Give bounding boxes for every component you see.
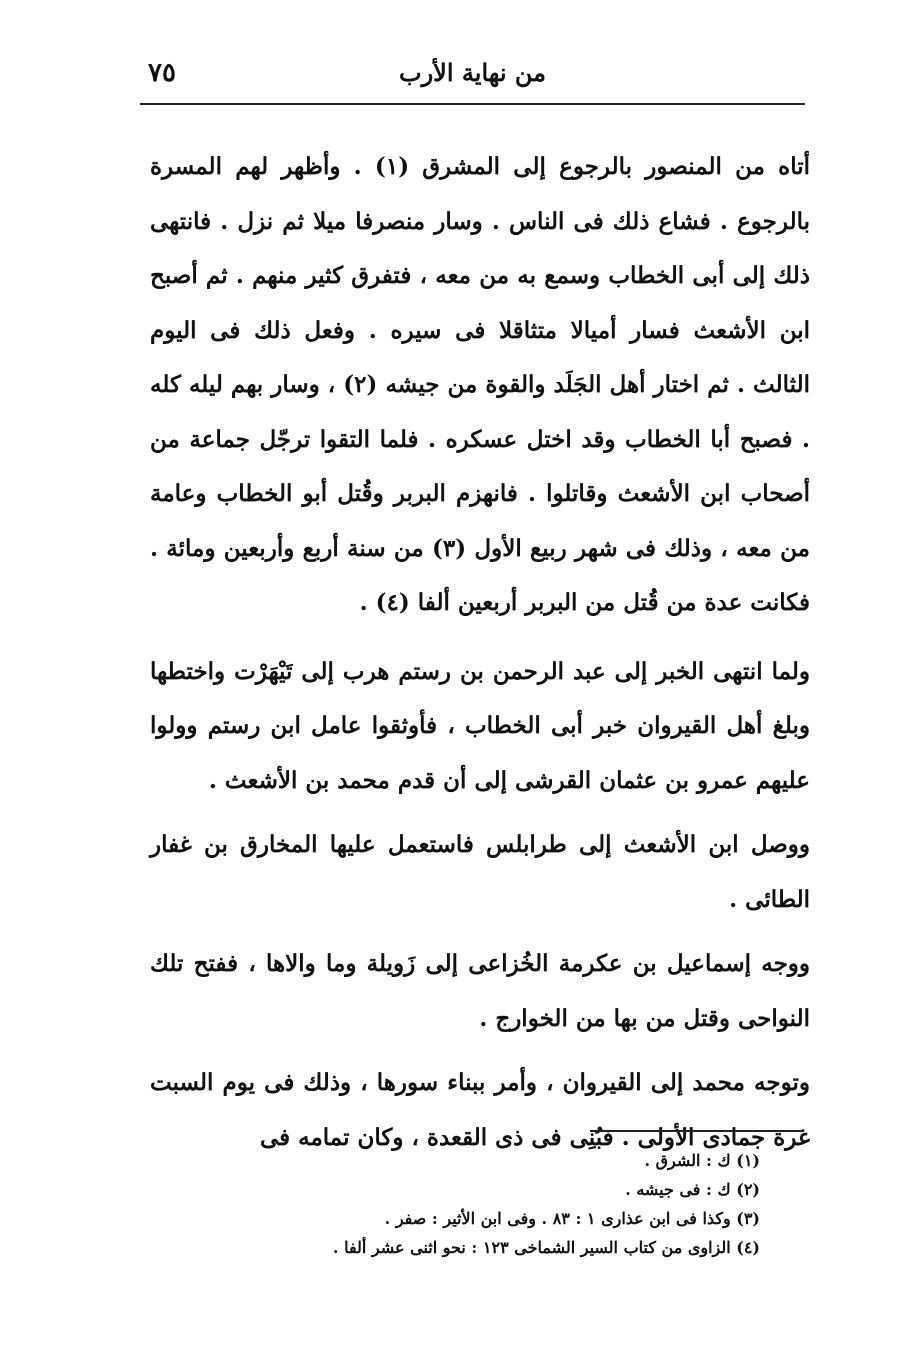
- paragraph: ووجه إسماعيل بن عكرمة الخُزاعى إلى زَويلة وما والاها ، ففتح تلك النواحى وقتل من بها من الخوارج .: [150, 950, 810, 1032]
- paragraph: ولما انتهى الخبر إلى عبد الرحمن بن رستم هرب إلى تَيْهَرْت واختطها وبلغ أهل القيروان خبر أبى الخطاب ، فأوثقوا عامل ابن رستم وولوا عليهم عمرو بن عثمان القرشى إلى أن قدم محمد بن الأشعث .: [150, 657, 810, 794]
- running-title: من نهاية الأرب: [399, 58, 546, 87]
- main-text: [150, 140, 810, 1175]
- footnotes: [240, 1146, 760, 1262]
- page-number: ٧٥: [148, 58, 176, 88]
- paragraph: أتاه من المنصور بالرجوع إلى المشرق (١) . وأظهر لهم المسرة بالرجوع . فشاع ذلك فى الناس . وسار منصرفا ميلا ثم نزل . فانتهى ذلك إلى أبى الخطاب وسمع به من معه ، فتفرق كثير منهم . ثم أصبح ابن الأشعث فسار أميالا متثاقلا فى سيره . وفعل ذلك فى اليوم الثالث . ثم اختار أهل الجَلَد والقوة من جيشه (٢) ، وسار بهم ليله كله . فصبح أبا الخطاب وقد اختل عسكره . فلما التقوا ترجّل جماعة من أصحاب ابن الأشعث وقاتلوا . فانهزم البربر وقُتل أبو الخطاب وعامة من معه ، وذلك فى شهر ربيع الأول (٣) من سنة أربع وأربعين ومائة . فكانت عدة من قُتل من البربر أربعين ألفا (٤) .: [150, 153, 811, 616]
- footnote: (٢) ك : فى جيشه .: [625, 1180, 760, 1199]
- footnote-rule: [590, 1130, 802, 1132]
- paragraph: وتوجه محمد إلى القيروان ، وأمر ببناء سورها ، وذلك فى يوم السبت غرة جمادى الأولى . فبُنِى فى ذى القعدة ، وكان تمامه فى: [150, 1069, 810, 1151]
- footnote: (٣) وكذا فى ابن عذارى ١ : ٨٣ . وفى ابن الأثير : صفر .: [384, 1209, 760, 1228]
- header-rule: [140, 103, 805, 105]
- page-header: [140, 58, 805, 98]
- footnote: (٤) الزاوى من كتاب السير الشماخى ١٢٣ : نحو اثنى عشر ألفا .: [332, 1238, 760, 1257]
- paragraph: ووصل ابن الأشعث إلى طرابلس فاستعمل عليها المخارق بن غفار الطائى .: [150, 831, 810, 913]
- footnote: (١) ك : الشرق .: [644, 1151, 760, 1170]
